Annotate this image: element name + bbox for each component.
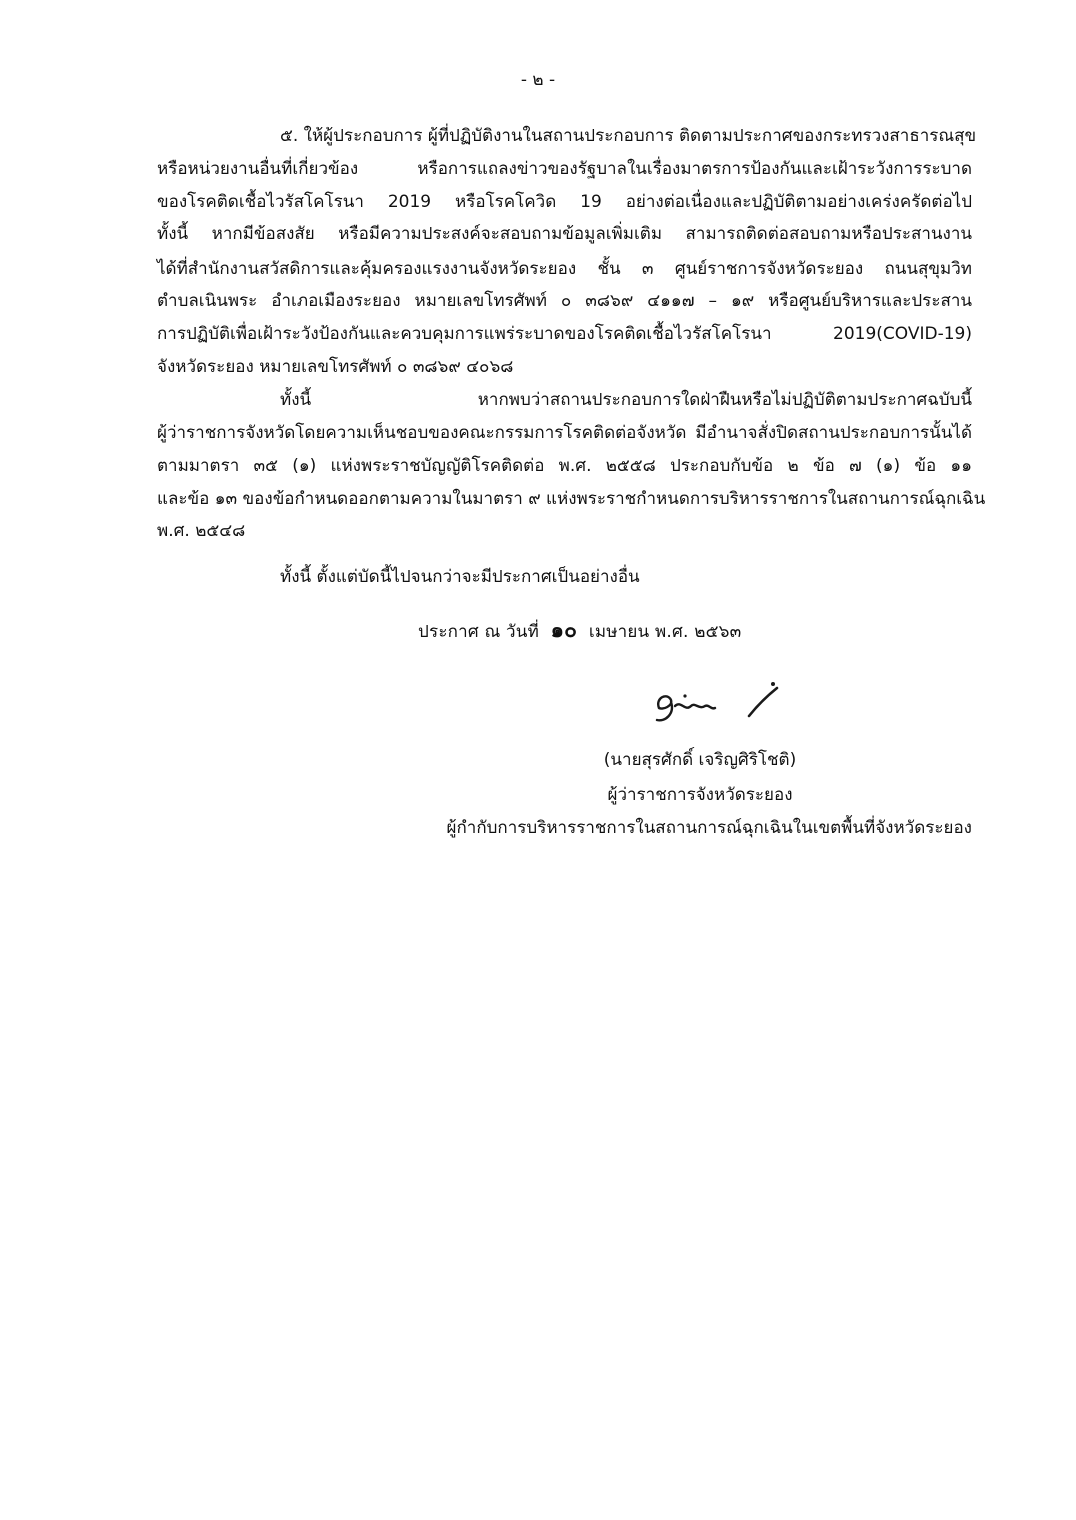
announcement-date [418, 618, 741, 642]
effective-statement: ทั้งนี้ ตั้งแต่บัดนี้ไปจนกว่าจะมีประกาศเป็นอย่างอื่น [280, 567, 640, 587]
signatory-name: (นายสุรศักดิ์ เจริญศิริโชติ) [603, 750, 797, 770]
paragraph-5-line: จังหวัดระยอง หมายเลขโทรศัพท์ ๐ ๓๘๖๙ ๔๐๖๘ [157, 357, 514, 377]
paragraph-5-line: การปฏิบัติเพื่อเฝ้าระวังป้องกันและควบคุมการแพร่ระบาดของโรคติดเชื้อไวรัสโคโรนา 2019(COVID-19) [157, 324, 972, 344]
paragraph-5-line: ๕. ให้ผู้ประกอบการ ผู้ที่ปฏิบัติงานในสถานประกอบการ ติดตามประกาศของกระทรวงสาธารณสุข [280, 126, 977, 146]
date-prefix: ประกาศ ณ วันที่ [418, 622, 540, 642]
paragraph-5-line: ตำบลเนินพระ อำเภอเมืองระยอง หมายเลขโทรศัพท์ ๐ ๓๘๖๙ ๔๑๑๗ – ๑๙ หรือศูนย์บริหารและประสาน [157, 291, 972, 311]
penalty-line: ทั้งนี้ หากพบว่าสถานประกอบการใดฝ่าฝืนหรือไม่ปฏิบัติตามประกาศฉบับนี้ [280, 390, 972, 410]
paragraph-5-line: หรือหน่วยงานอื่นที่เกี่ยวข้อง หรือการแถลงข่าวของรัฐบาลในเรื่องมาตรการป้องกันและเฝ้าระวังการระบาด [157, 159, 972, 179]
penalty-line: ผู้ว่าราชการจังหวัดโดยความเห็นชอบของคณะกรรมการโรคติดต่อจังหวัด มีอำนาจสั่งปิดสถานประกอบการนั้นได้ [157, 423, 972, 443]
paragraph-5-line: ได้ที่สำนักงานสวัสดิการและคุ้มครองแรงงานจังหวัดระยอง ชั้น ๓ ศูนย์ราชการจังหวัดระยอง ถนนสุขุมวิท [157, 259, 972, 279]
penalty-line: พ.ศ. ๒๕๔๘ [157, 521, 246, 541]
date-day: ๑๐ [550, 618, 578, 642]
page-number: - ๒ - [520, 70, 556, 90]
paragraph-5-line: ทั้งนี้ หากมีข้อสงสัย หรือมีความประสงค์จะสอบถามข้อมูลเพิ่มเติม สามารถติดต่อสอบถามหรือประสานงาน [157, 224, 972, 244]
signatory-position: ผู้ว่าราชการจังหวัดระยอง [607, 785, 793, 805]
date-month-year: เมษายน พ.ศ. ๒๕๖๓ [588, 622, 742, 642]
penalty-line: ตามมาตรา ๓๕ (๑) แห่งพระราชบัญญัติโรคติดต่อ พ.ศ. ๒๕๕๘ ประกอบกับข้อ ๒ ข้อ ๗ (๑) ข้อ ๑๑ [157, 456, 972, 476]
penalty-line: และข้อ ๑๓ ของข้อกำหนดออกตามความในมาตรา ๙ แห่งพระราชกำหนดการบริหารราชการในสถานการณ์ฉุกเฉิน [157, 489, 986, 509]
signatory-role: ผู้กำกับการบริหารราชการในสถานการณ์ฉุกเฉินในเขตพื้นที่จังหวัดระยอง [446, 818, 972, 838]
handwritten-signature [645, 680, 785, 730]
paragraph-5-line: ของโรคติดเชื้อไวรัสโคโรนา 2019 หรือโรคโควิด 19 อย่างต่อเนื่องและปฏิบัติตามอย่างเคร่งครัดต่อไป [157, 192, 972, 212]
